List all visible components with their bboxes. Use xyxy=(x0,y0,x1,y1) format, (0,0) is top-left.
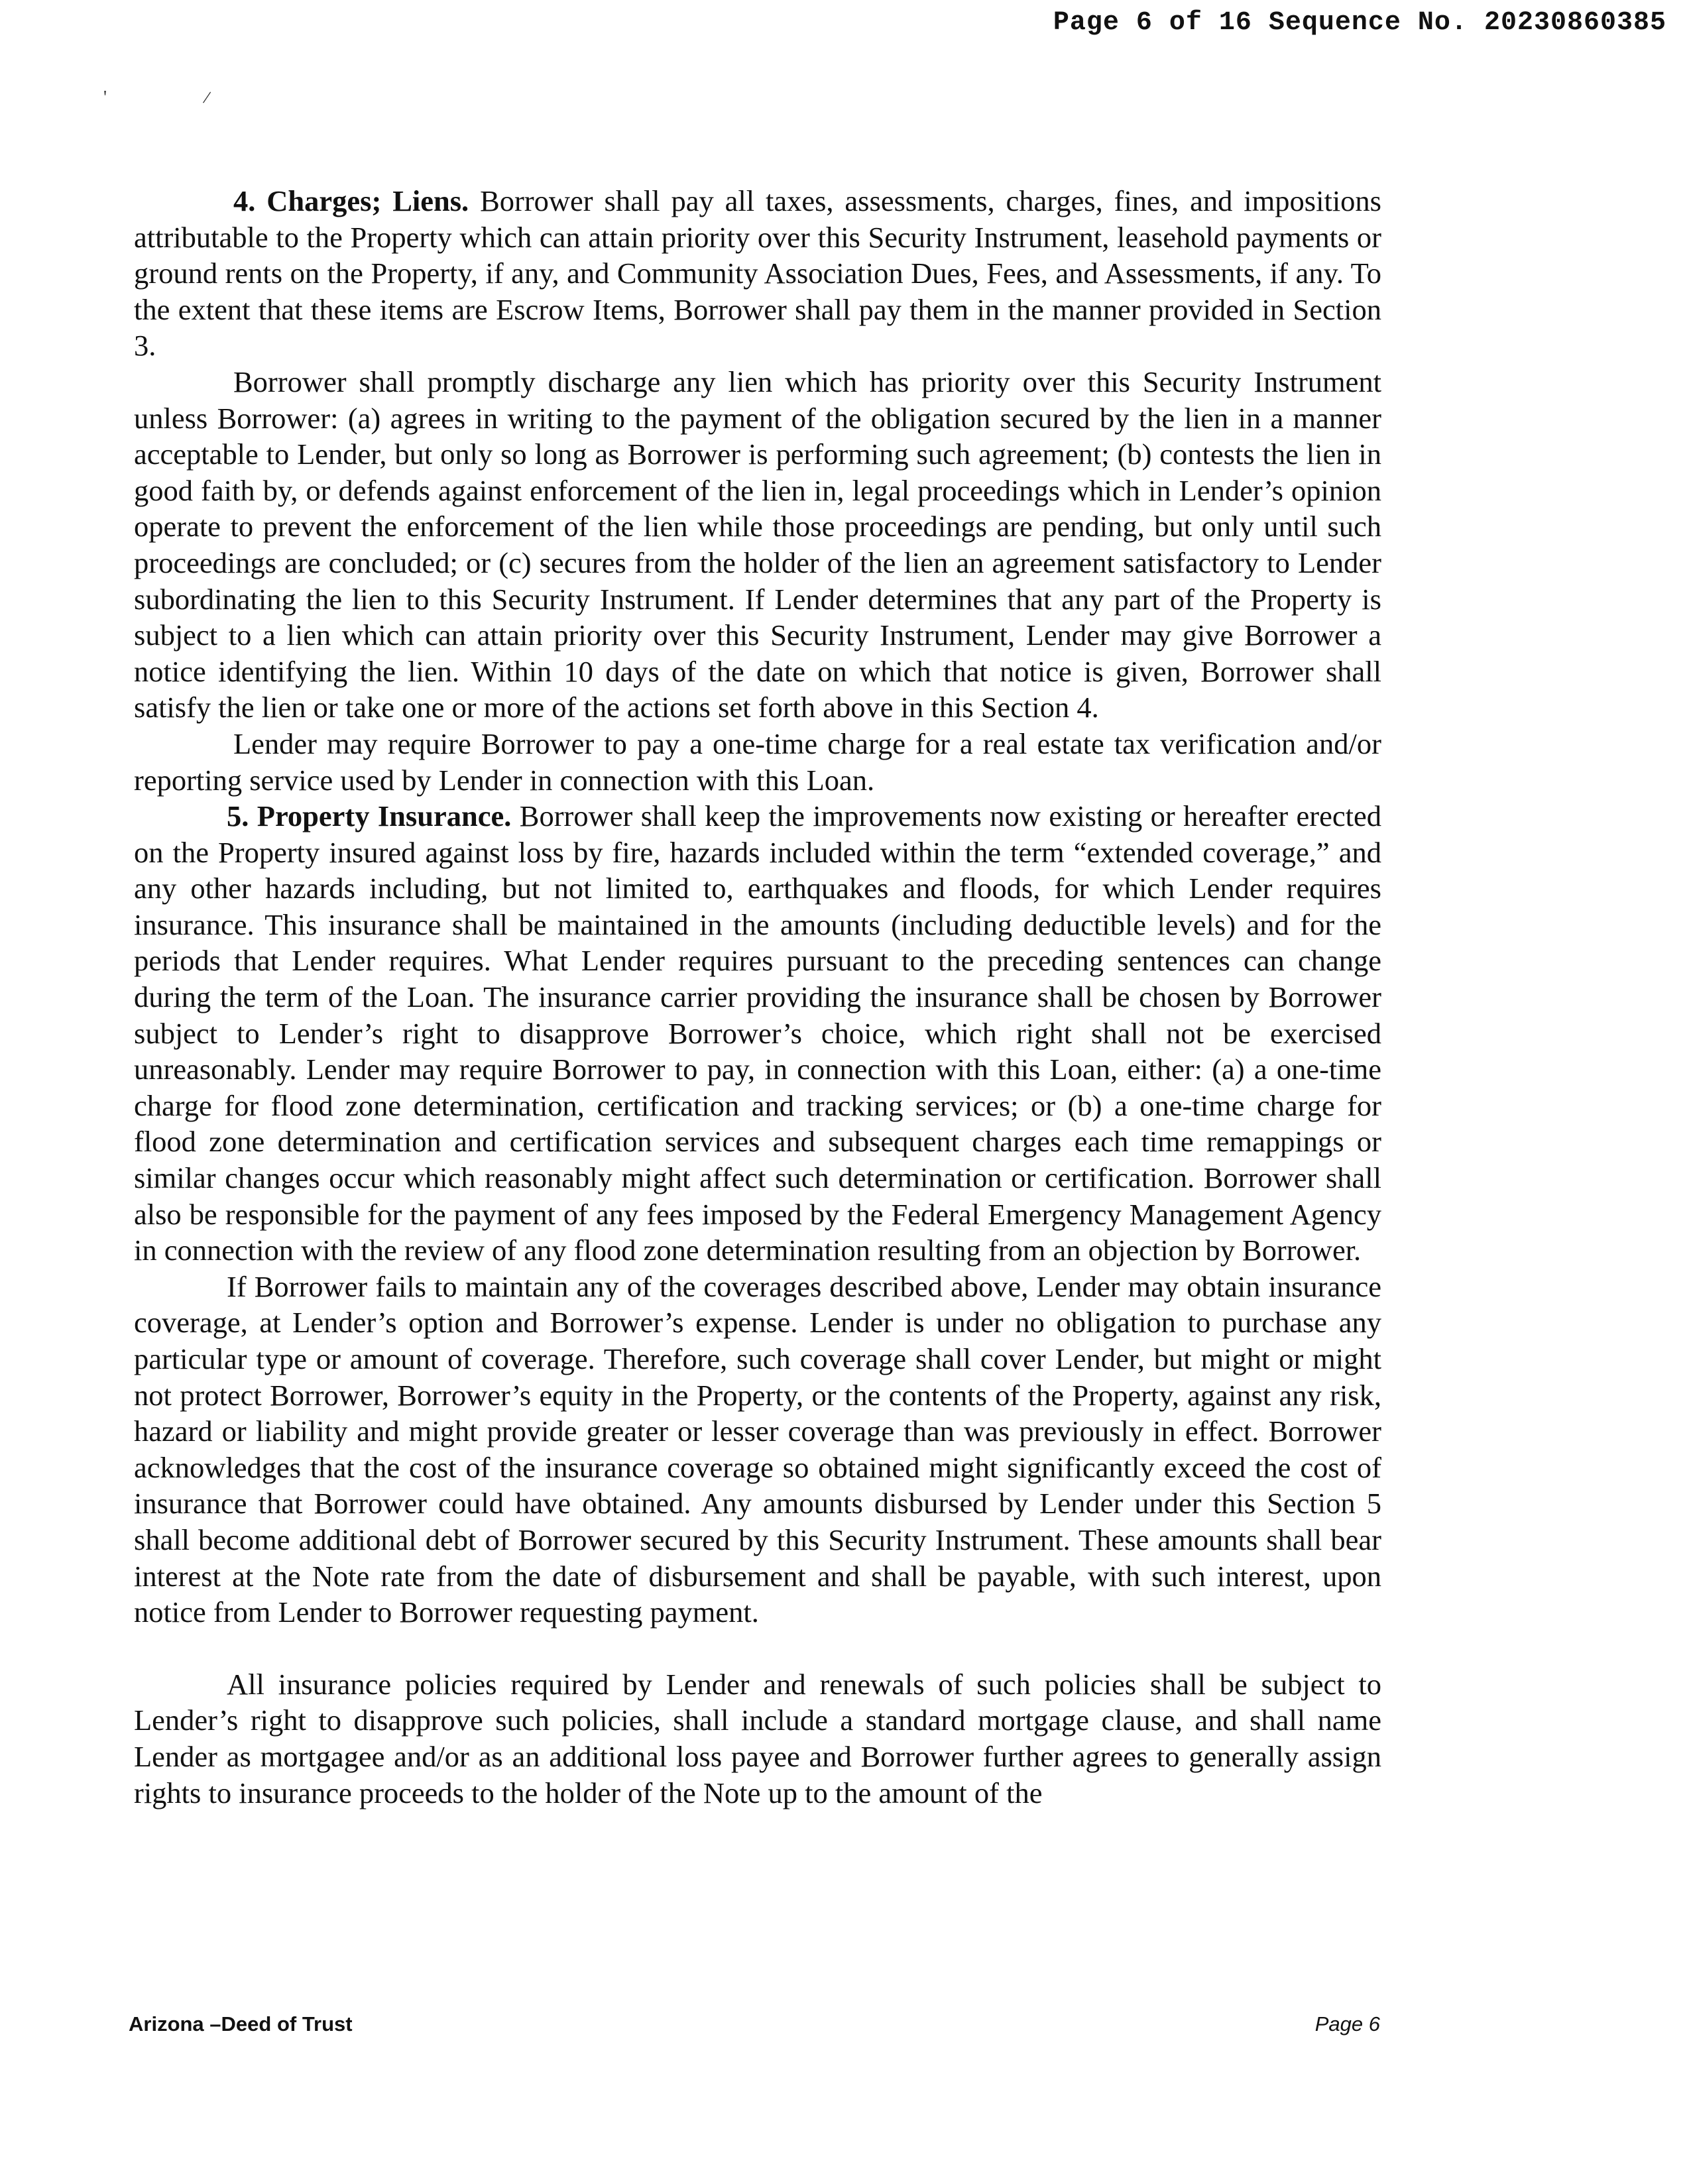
section-4-paragraph-1 xyxy=(134,183,1381,364)
footer-form-title: Arizona –Deed of Trust xyxy=(129,2012,353,2036)
section-5-paragraph-1 xyxy=(134,798,1381,1269)
scan-artifacts xyxy=(103,87,212,109)
section-4-paragraph-2: Borrower shall promptly discharge any lien which has priority over this Security Instrument unless Borrower: (a) agrees in writing to the payment of the obligation secured by the lien in a manner acceptable to Lender, but only so long as Borrower is performing such agreement; (b) contests the lien in good faith by, or defends against enforcement of the lien in, legal proceedings which in Lender’s opinion operate to prevent the enforcement of the lien while those proceedings are pending, but only until such proceedings are concluded; or (c) secures from the holder of the lien an agreement satisfactory to Lender subordinating the lien to this Security Instrument. If Lender determines that any part of the Property is subject to a lien which can attain priority over this Security Instrument, Lender may give Borrower a notice identifying the lien. Within 10 days of the date on which that notice is given, Borrower shall satisfy the lien or take one or more of the actions set forth above in this Section 4. xyxy=(134,365,1381,724)
footer-page-number: Page 6 xyxy=(1314,2012,1380,2036)
section-5-paragraph-2: If Borrower fails to maintain any of the coverages described above, Lender may obtain insurance coverage, at Lender’s option and Borrower’s expense. Lender is under no obligation to purchase any particular type or amount of coverage. Therefore, such coverage shall cover Lender, but might or might not protect Borrower, Borrower’s equity in the Property, or the contents of the Property, against any risk, hazard or liability and might provide greater or lesser coverage than was previously in effect. Borrower acknowledges that the cost of the insurance coverage so obtained might significantly exceed the cost of insurance that Borrower could have obtained. Any amounts disbursed by Lender under this Section 5 shall become additional debt of Borrower secured by this Security Instrument. These amounts shall bear interest at the Note rate from the date of disbursement and shall be payable, with such interest, upon notice from Lender to Borrower requesting payment. xyxy=(134,1269,1381,1629)
recording-stamp: Page 6 of 16 Sequence No. 20230860385 xyxy=(1053,8,1666,38)
document-body xyxy=(134,183,1381,1811)
section-5-heading: 5. Property Insurance. xyxy=(227,799,512,833)
section-4-heading: 4. Charges; Liens. xyxy=(233,184,469,217)
section-5-paragraph-1-text: Borrower shall keep the improvements now existing or hereafter erected on the Property insured against loss by fire, hazards included within the term “extended coverage,” and any other hazards including, but not limited to, earthquakes and floods, for which Lender requires insurance. This insurance shall be maintained in the amounts (including deductible levels) and for the periods that Lender requires. What Lender requires pursuant to the preceding sentences can change during the term of the Loan. The insurance carrier providing the insurance shall be chosen by Borrower subject to Lender’s right to disapprove Borrower’s choice, which right shall not be exercised unreasonably. Lender may require Borrower to pay, in connection with this Loan, either: (a) a one-time charge for flood zone determination, certification and tracking services; or (b) a one-time charge for flood zone determination and certification services and subsequent charges each time remappings or similar changes occur which reasonably might affect such determination or certification. Borrower shall also be responsible for the payment of any fees imposed by the Federal Emergency Management Agency in connection with the review of any flood zone determination resulting from an objection by Borrower. xyxy=(134,799,1381,1267)
section-5-paragraph-3: All insurance policies required by Lender and renewals of such policies shall be subject to Lender’s right to disapprove such policies, shall include a standard mortgage clause, and shall name Lender as mortgagee and/or as an additional loss payee and Borrower further agrees to generally assign rights to insurance proceeds to the holder of the Note up to the amount of the xyxy=(134,1667,1381,1810)
section-4-paragraph-3: Lender may require Borrower to pay a one-time charge for a real estate tax verification and/or reporting service used by Lender in connection with this Loan. xyxy=(134,726,1381,797)
stray-mark: ' xyxy=(103,87,107,108)
stray-mark: / xyxy=(202,87,212,109)
section-4-paragraph-1-text: Borrower shall pay all taxes, assessments, charges, fines, and impositions attributable to the Property which can attain priority over this Security Instrument, leasehold payments or ground rents on the Property, if any, and Community Association Dues, Fees, and Assessments, if any. To the extent that these items are Escrow Items, Borrower shall pay them in the manner provided in Section 3. xyxy=(134,184,1382,363)
